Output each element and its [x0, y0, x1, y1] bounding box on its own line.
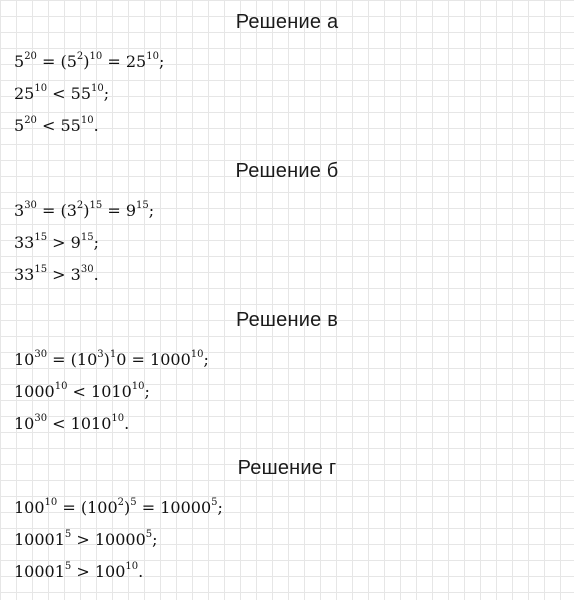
math-text: .: [93, 265, 99, 284]
math-text: = (10: [47, 350, 98, 369]
math-text: > 10000: [71, 530, 146, 549]
math-text: ;: [203, 350, 209, 369]
math-text: 0 = 1000: [116, 350, 191, 369]
equation-line: [14, 52, 164, 72]
exponent: 10: [80, 114, 94, 126]
exponent: 20: [24, 114, 37, 126]
exponent: 5: [145, 528, 153, 540]
math-text: 1000: [14, 382, 55, 401]
exponent: 30: [34, 412, 48, 424]
math-text: 10001: [14, 530, 65, 549]
math-text: > 3: [47, 265, 81, 284]
equation-line: [14, 233, 99, 253]
exponent: 1: [109, 348, 117, 360]
math-text: < 55: [47, 84, 92, 103]
equation-line: [14, 84, 109, 104]
exponent: 10: [111, 412, 125, 424]
math-text: ): [83, 201, 90, 220]
equation-line: [14, 530, 158, 550]
exponent: 5: [130, 496, 137, 508]
math-text: 5: [14, 116, 25, 135]
exponent: 2: [117, 496, 125, 508]
math-text: ;: [217, 498, 223, 517]
math-text: = (100: [57, 498, 118, 517]
math-text: < 1010: [47, 414, 112, 433]
equation-line: [14, 498, 223, 518]
math-text: = 25: [102, 52, 147, 71]
exponent: 15: [34, 263, 48, 275]
math-text: > 9: [47, 233, 81, 252]
math-text: ;: [144, 382, 150, 401]
section-title: Решение г: [237, 457, 337, 479]
equation-line: [14, 116, 99, 136]
equation-line: [14, 382, 150, 402]
math-text: ;: [158, 52, 165, 71]
math-text: 33: [14, 233, 35, 252]
math-text: 3: [14, 201, 25, 220]
math-text: 100: [14, 498, 45, 517]
section-title: Решение б: [235, 160, 339, 182]
math-text: ;: [103, 84, 110, 103]
section-title: Решение в: [235, 309, 339, 331]
math-text: 5: [14, 52, 25, 71]
exponent: 10: [125, 560, 139, 572]
math-text: 10: [14, 414, 35, 433]
math-text: ): [103, 350, 110, 369]
exponent: 3: [97, 348, 104, 360]
math-text: .: [138, 562, 144, 581]
exponent: 10: [91, 82, 104, 94]
exponent: 15: [89, 199, 103, 211]
section-title: Решение а: [235, 11, 339, 33]
math-text: = 9: [102, 201, 137, 220]
equation-line: [14, 201, 154, 221]
math-text: = (5: [36, 52, 77, 71]
exponent: 30: [24, 199, 37, 211]
math-text: ;: [148, 201, 155, 220]
math-text: 10001: [14, 562, 65, 581]
math-text: 33: [14, 265, 35, 284]
exponent: 10: [89, 50, 103, 62]
math-text: ;: [93, 233, 99, 252]
exponent: 30: [80, 263, 94, 275]
exponent: 5: [211, 496, 218, 508]
math-text: 25: [14, 84, 35, 103]
exponent: 10: [131, 380, 145, 392]
exponent: 5: [64, 560, 72, 572]
exponent: 10: [190, 348, 204, 360]
math-text: .: [124, 414, 130, 433]
exponent: 10: [44, 496, 58, 508]
exponent: 10: [34, 82, 48, 94]
equation-line: [14, 265, 99, 285]
math-text: = 10000: [136, 498, 212, 517]
math-text: < 55: [36, 116, 81, 135]
exponent: 2: [76, 50, 84, 62]
exponent: 2: [76, 199, 84, 211]
equation-line: [14, 350, 209, 370]
math-text: = (3: [36, 201, 77, 220]
exponent: 10: [146, 50, 159, 62]
equation-line: [14, 562, 143, 582]
exponent: 30: [34, 348, 48, 360]
equation-line: [14, 414, 129, 434]
exponent: 5: [64, 528, 72, 540]
math-text: ): [124, 498, 131, 517]
math-text: ): [83, 52, 90, 71]
exponent: 20: [24, 50, 37, 62]
exponent: 10: [54, 380, 68, 392]
math-text: > 100: [71, 562, 126, 581]
math-text: < 1010: [67, 382, 132, 401]
math-text: 10: [14, 350, 35, 369]
math-text: .: [93, 116, 99, 135]
math-text: ;: [152, 530, 158, 549]
exponent: 15: [34, 231, 48, 243]
exponent: 15: [136, 199, 149, 211]
exponent: 15: [80, 231, 94, 243]
